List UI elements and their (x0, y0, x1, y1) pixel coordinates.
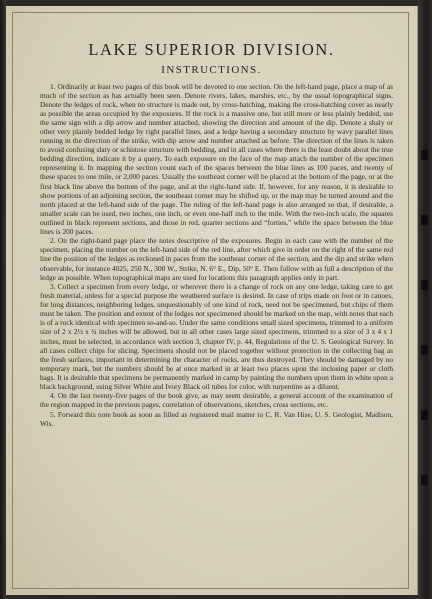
section-heading: INSTRUCTIONS. (161, 64, 262, 76)
instruction-paragraph-5: 5. Forward this note book as soon as filled as registered mail matter to C. R. Van Hise, U. S. Geologist, Madison, Wis. (40, 410, 393, 429)
binding-hole (421, 475, 428, 485)
binding-hole (421, 150, 428, 160)
book-spine (418, 0, 432, 599)
instruction-paragraph-2: 2. On the right-hand page place the notes descriptive of the exposures. Begin in each case with the number of the specimen, placing the number on the left-hand side of the red line, after which give in order on the right of the same red line the position of the ledges as reckoned in paces from the southeast corner of the section, and the dip and strike when observable, for instance 4025, 250 N., 300 W., Strike, N. 6° E., Dip, 50° E. Then follow with as full a description of the ledge as possible. When topographical maps are used for locations this paragraph applies only in part. (40, 236, 393, 282)
document-page (6, 6, 418, 595)
binding-hole (421, 215, 428, 225)
instruction-paragraph-1: 1. Ordinarily at least two pages of this book will be devoted to one section. On the left-hand page, place a map of as much of the section as has actually been seen. Denote rivers, lakes, marshes, etc., by the usual topographical signs. Denote the ledges of rock, when no structure is made out, by cross-hatching, making the cross-hatching cover as nearly as possible the areas occupied by the exposures. If the rock is a massive one, but still more or less plainly bedded, use the same sign with a dip arrow and number attached, showing the direction and amount of the dip. Denote a shaly or other very plainly bedded ledge by right parallel lines, and a ledge having a secondary structure by wavy parallel lines running in the direction of the strike, with dip arrow and number attached as before. The direction of the lines is taken to avoid confusing slaty or schistose structure with bedding, and in all cases where there is the least doubt about the true bedding direction, indicate it by a query. To each exposure on the face of the map attach the number of the specimen representing it. In mapping the section count each of the spaces between the blue lines as 100 paces, and twenty of these spaces to one mile, or 2,000 paces. Usually the southeast corner will be placed at the bottom of the page, or at the first black line above the bottom of the page, and at the right-hand side. If, however, for any reason, it is desirable to show portions of an adjoining section, the southeast corner may be shifted up, or the map may be turned around and the north placed at the left-hand side of the page. The ruling of the left-hand page is also arranged so that, if desirable, a smaller scale can be used, two inches, one inch, or even one-half inch to the mile. With the two-inch scale, the squares outlined in black represent sections, and those in red, quarter sections and “forties,” while the space between the blue lines is 200 paces. (40, 82, 393, 236)
instruction-paragraph-3: 3. Collect a specimen from every ledge, or wherever there is a change of rock on any one ledge, taking care to get fresh material, unless for a special purpose the weathered surface is desired. In case of trips made on foot or in canoes, for long distances, neighboring ledges, unquestionably of one kind of rock, need not be specimened, but chips of them must be taken. The position and extent of the ledges not specimened should be marked on the map, with notes that each is of a rock identical with specimen so-and-so. Under the same conditions small sized specimens, trimmed to a uniform size of 2 x 2½ x ¾ inches will be allowed, but in all other cases large sized specimens, trimmed to a size of 3 x 4 x 1 inches, must be selected, in accordance with section 3, chapter IV, p. 44, Regulations of the U. S. Geological Survey. In all cases collect chips for slicing. Specimens should not be placed together without protection in the collecting bag as the fresh surfaces, important in determining the character of rocks, are thus destroyed. They should be damaged by no temporary mark, but the numbers should be at once marked in at least two places upon the inclosing paper or cloth bags. It is desirable that specimens be permanently marked in camp by painting the numbers upon them in white upon a black background, using Silver White and Ivory Black oil tubes for color, with turpentine as a diluent. (40, 282, 393, 391)
binding-hole (421, 345, 428, 355)
binding-hole (421, 280, 428, 290)
instruction-paragraph-4: 4. On the last twenty-five pages of the book give, as may seem desirable, a general account of the examination of the region mapped in the previous pages, correlation of observations, sketches, cross sections, etc. (40, 391, 393, 410)
binding-hole (421, 410, 428, 420)
instructions-body (40, 82, 393, 429)
page-title: LAKE SUPERIOR DIVISION. (88, 40, 335, 59)
